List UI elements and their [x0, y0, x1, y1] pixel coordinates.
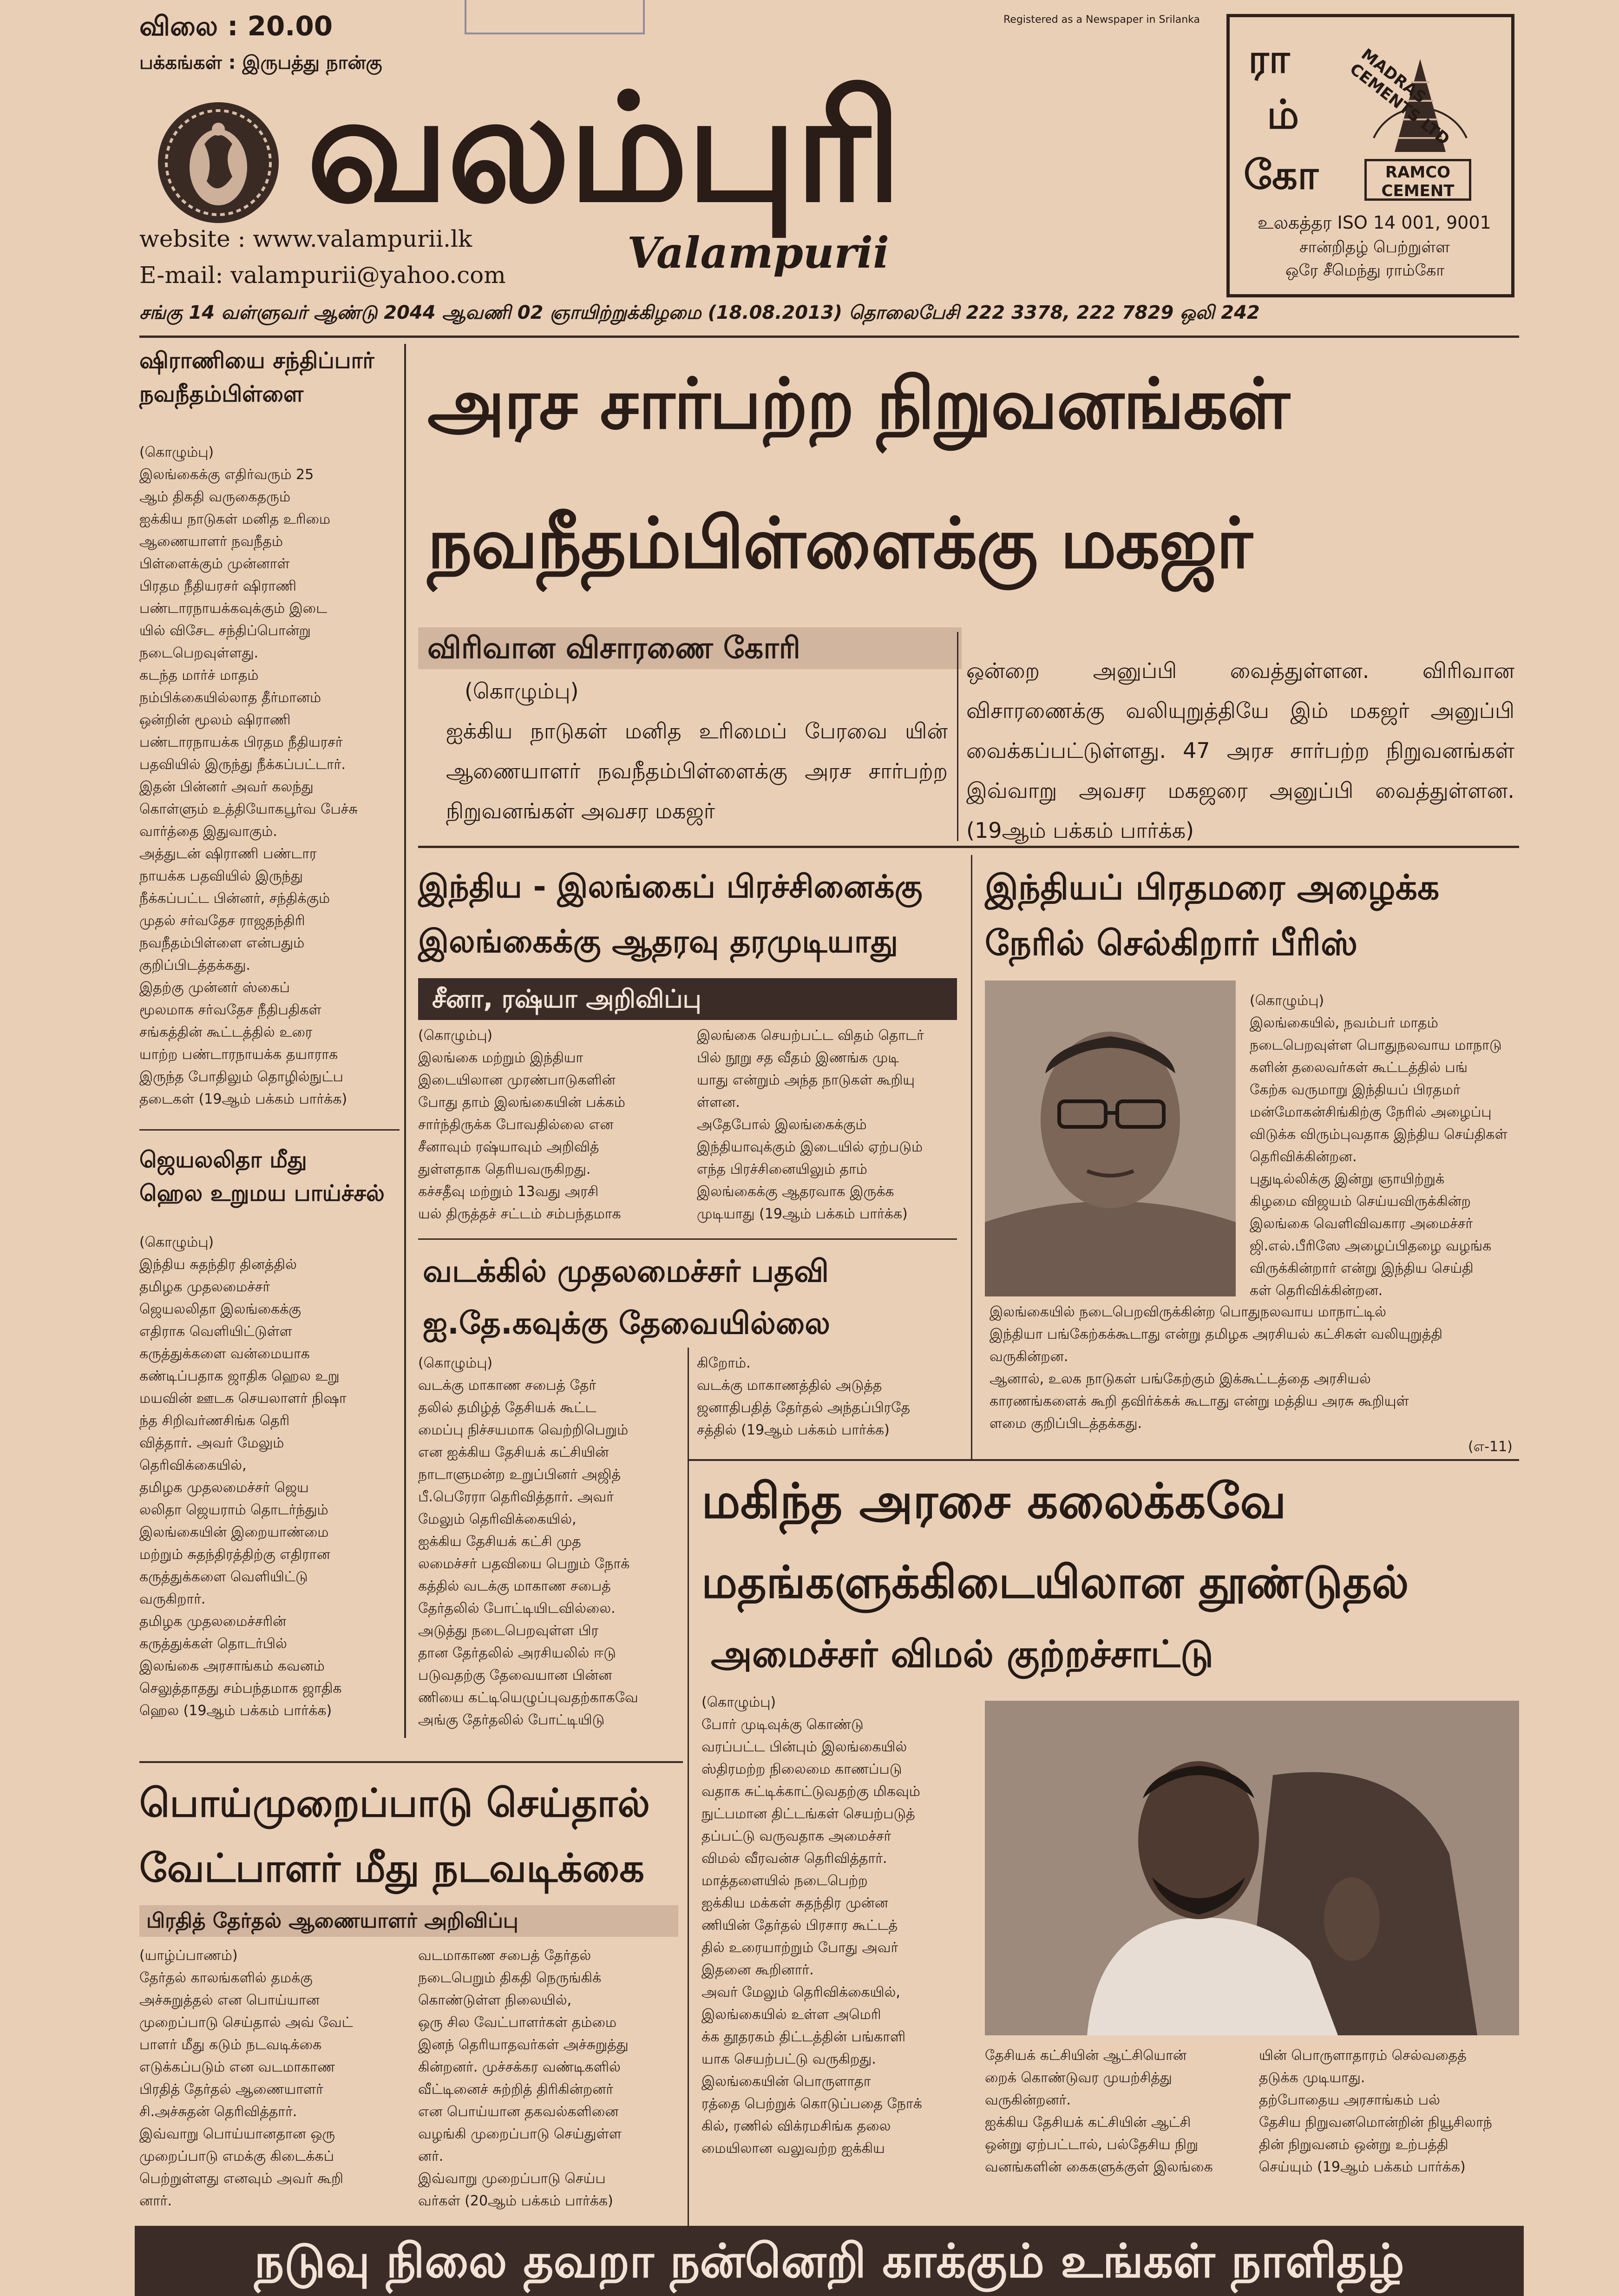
- india-body-a: (கொழும்பு) இலங்கை மற்றும் இந்தியா இடையிலான முரண்பாடுகளின் போது தாம் இலங்கையின் பக்கம் சார்ந்திருக்க போவதில்லை என சீனாவும் ரஷ்யாவும் அறிவித் துள்ளதாக தெரியவருகிறது. கச்சதீவு மற்றும் 13வது அரசி யல் திருத்தச் சட்டம் சம்பந்தமாக: [418, 1027, 625, 1222]
- fraud-kicker: பிரதித் தேர்தல் ஆணையாளர் அறிவிப்பு: [139, 1905, 678, 1937]
- north-top-rule: [418, 1238, 957, 1240]
- story-jayalalithaa-body: (கொழும்பு) இந்திய சுதந்திர தினத்தில் தமிழக முதலமைச்சர் ஜெயலலிதா இலங்கைக்கு எதிராக வெளியிட்டுள்ள கருத்துக்களை வன்மையாக கண்டிப்பதாக ஜாதிக ஹெல உறு மயவின் ஊடக செயலாளர் நிஷா ந்த சிறிவர்ணசிங்க தெரி வித்தார். அவர் மேலும் தெரிவிக்கையில், தமிழக முதலமைச்சர் ஜெய லலிதா ஜெயராம் தொடர்ந்தும் இலங்கையின் இறையாண்மை மற்றும் சுதந்திரத்திற்கு எதிரான கருத்துக்களை வெளியிட்டு வருகிறார். தமிழக முதலமைச்சரின் கருத்துக்கள் தொடர்பில் இலங்கை அரசாங்கம் கவனம் செலுத்தாதது சம்பந்தமாக ஜாதிக ஹெல (19ஆம் பக்கம் பார்க்க): [139, 1234, 347, 1719]
- fraud-body-a: (யாழ்ப்பாணம்) தேர்தல் காலங்களில் தமக்கு அச்சுறுத்தல் என பொய்யான முறைப்பாடு செய்தால் அவ் வேட் பாளர் மீது கடும் நடவடிக்கை எடுக்கப்படும் என வடமாகாண பிரதித் தேர்தல் ஆணையாளர் சி.அச்சுதன் தெரிவித்தார். இவ்வாறு பொய்யானதான ஒரு முறைப்பாடு எமக்கு கிடைக்கப் பெற்றுள்ளது எனவும் அவர் கூறி னார்.: [139, 1947, 353, 2209]
- ad-arc-text: MADRAS CEMENTS LTD: [1346, 45, 1453, 149]
- north-headline[interactable]: வடக்கில் முதலமைச்சர் பதவி ஐ.தே.கவுக்கு தேவையில்லை: [423, 1253, 831, 1341]
- north-body-a: (கொழும்பு) வடக்கு மாகாண சபைத் தேர் தலில் தமிழ்த் தேசியக் கூட்ட மைப்பு நிச்சயமாக வெற்றிபெறும் என ஐக்கிய தேசியக் கட்சியின் நாடாளுமன்ற உறுப்பினர் அஜித் பீ.பெரேரா தெரிவித்தார். அவர் மேலும் தெரிவிக்கையில், ஐக்கிய தேசியக் கட்சி முத லமைச்சர் பதவியை பெறும் நோக் கத்தில் வடக்கு மாகாண சபைத் தேர்தலில் போட்டியிடவில்லை. அடுத்து நடைபெறவுள்ள பிர தான தேர்தலில் அரசியலில் ஈடு படுவதற்கு தேவையான பின்ன ணியை கட்டியெழுப்புவதற்காகவே அங்கு தேர்தலில் போட்டியிடு: [418, 1355, 638, 1728]
- north-split-rule: [688, 1348, 689, 2230]
- mahinda-body-right: யின் பொருளாதாரம் செல்வதைத் தடுக்க முடியாது. தற்போதைய அரசாங்கம் பல் தேசிய நிறுவனமொன்றின் நியூசிலாந் தின் நிறுவனம் ஒன்று உற்பத்தி செய்யும் (19ஆம் பக்கம் பார்க்க): [1259, 2047, 1492, 2175]
- ramco-ad[interactable]: [1226, 14, 1514, 297]
- mahinda-body-left: (கொழும்பு) போர் முடிவுக்கு கொண்டு வரப்பட்ட பின்பும் இலங்கையில் ஸ்திரமற்ற நிலைமை காணப்படு வதாக சுட்டிக்காட்டுவதற்கு மிகவும் நுட்பமான திட்டங்கள் செயற்படுத் தப்பட்டு வருவதாக அமைச்சர் விமல் வீரவன்ச தெரிவித்தார். மாத்தளையில் நடைபெற்ற ஐக்கிய மக்கள் சுதந்திர முன்ன ணியின் தேர்தல் பிரசார கூட்டத் தில் உரையாற்றும் போது அவர் இதனை கூறினார். அவர் மேலும் தெரிவிக்கையில், இலங்கையில் உள்ள அமெரி க்க தூதரகம் திட்டத்தின் பங்காளி யாக செயற்பட்டு வருகிறது. இலங்கையின் பொருளாதா ரத்தை பெற்றுக் கொடுப்பதை நோக் கில், ரணில் விக்ரமசிங்க தலை மையிலான வலுவற்ற ஐக்கிய: [701, 1694, 922, 2157]
- lead-place: (கொழும்பு): [465, 678, 579, 704]
- dateline: சங்கு 14 வள்ளுவர் ஆண்டு 2044 ஆவணி 02 ஞாயிற்றுக்கிழமை (18.08.2013) தொலைபேசி 222 3378, 222 7829 ஒலி 242: [139, 302, 1260, 323]
- peiris-photo: [985, 980, 1236, 1296]
- pm-body-right: (கொழும்பு) இலங்கையில், நவம்பர் மாதம் நடைபெறவுள்ள பொதுநலவாய மாநாடு களின் தலைவர்கள் கூட்டத்தில் பங் கேற்க வருமாறு இந்தியப் பிரதமர் மன்மோகன்சிங்கிற்கு நேரில் அழைப்பு விடுக்க விரும்புவதாக இந்திய செய்திகள் தெரிவிக்கின்றன. புதுடில்லிக்கு இன்று ஞாயிற்றுக் கிழமை விஜயம் செய்யவிருக்கின்ற இலங்கை வெளிவிவகார அமைச்சர் ஜி.எல்.பீரிஸே அழைப்பிதழை வழங்க விருக்கின்றார் என்று இந்திய செய்தி கள் தெரிவிக்கின்றன.: [1250, 993, 1508, 1299]
- lead-subhead: விரிவான விசாரணை கோரி: [418, 627, 962, 669]
- ad-ram: ரா: [1248, 36, 1290, 82]
- mahinda-body-mid: தேசியக் கட்சியின் ஆட்சியொன் றைக் கொண்டுவர முயற்சித்து வருகின்றனர். ஐக்கிய தேசியக் கட்சியின் ஆட்சி ஒன்று ஏற்பட்டால், பல்தேசிய நிறு வனங்களின் கைகளுக்குள் இலங்கை: [985, 2047, 1213, 2175]
- price: விலை : 20.00: [139, 10, 333, 42]
- conch-logo: [153, 98, 283, 228]
- fraud-headline-1[interactable]: பொய்முறைப்பாடு செய்தால்: [139, 1780, 650, 1826]
- masthead-rule: [139, 336, 1519, 338]
- story-jayalalithaa-headline[interactable]: ஜெயலலிதா மீது ஹெல உறுமய பாய்ச்சல்: [139, 1147, 385, 1206]
- website[interactable]: website : www.valampurii.lk: [139, 225, 472, 252]
- stamp: [465, 0, 645, 34]
- ramco-logo: RAMCO CEMENT: [1364, 159, 1471, 201]
- north-body-b: கிறோம். வடக்கு மாகாணத்தில் அடுத்த ஜனாதிபதித் தேர்தல் அந்தப்பிரதே சத்தில் (19ஆம் பக்கம் பார்க்க): [697, 1355, 910, 1438]
- lead-body-right: ஒன்றை அனுப்பி வைத்துள்ளன. விரிவான விசாரணைக்கு வலியுறுத்தியே இம் மகஜர் அனுப்பி வைக்கப்பட்டுள்ளது. 47 அரச சார்பற்ற நிறுவனங்கள் இவ்வாறு அவசர மகஜரை அனுப்பி வைத்துள்ளன. (19ஆம் பக்கம் பார்க்க): [966, 658, 1514, 843]
- left-column-rule: [404, 344, 406, 1738]
- lead-headline-1[interactable]: அரச சார்பற்ற நிறுவனங்கள்: [427, 364, 1289, 445]
- lead-headline-2[interactable]: நவநீதம்பிள்ளைக்கு மகஜர்: [427, 503, 1252, 584]
- masthead-title: வலம்புரி: [307, 62, 900, 235]
- fraud-headline-2[interactable]: வேட்பாளர் மீது நடவடிக்கை: [139, 1845, 645, 1891]
- ad-line2: சான்றிதழ் பெற்றுள்ள: [1299, 238, 1450, 257]
- lead-bottom-rule: [418, 846, 1519, 848]
- ad-iso: உலகத்தர ISO 14 001, 9001: [1258, 212, 1491, 233]
- masthead-title-english: Valampurii: [627, 228, 890, 278]
- india-body-b: இலங்கை செயற்பட்ட விதம் தொடர் பில் நூறு சத வீதம் இணங்க முடி யாது என்றும் அந்த நாடுகள் கூறியு ள்ளன. அதேபோல் இலங்கைக்கும் இந்தியாவுக்கும் இடையில் ஏற்படும் எந்த பிரச்சினையிலும் தாம் இலங்கைக்கு ஆதரவாக இருக்க முடியாது (19ஆம் பக்கம் பார்க்க): [697, 1027, 924, 1222]
- email[interactable]: E-mail: valampurii@yahoo.com: [139, 262, 506, 289]
- ad-line3: ஒரே சீமெந்து ராம்கோ: [1285, 261, 1445, 280]
- ad-m: ம்: [1267, 92, 1299, 138]
- mahinda-subhead: அமைச்சர் விமல் குற்றச்சாட்டு: [711, 1632, 1213, 1676]
- lead-column-rule: [957, 632, 958, 841]
- fraud-body-b: வடமாகாண சபைத் தேர்தல் நடைபெறும் திகதி நெருங்கிக் கொண்டுள்ள நிலையில், ஒரு சில வேட்பாளர்கள் தம்மை இனந் தெரியாதவர்கள் அச்சுறுத்து கின்றனர். முச்சக்கர வண்டிகளில் வீட்டினைச் சுற்றித் திரிகின்றனர் என பொய்யான தகவல்களினை வழங்கி முறைப்பாடு செய்துள்ள னர். இவ்வாறு முறைப்பாடு செய்ப வர்கள் (20ஆம் பக்கம் பார்க்க): [418, 1947, 629, 2209]
- mahinda-headline-2[interactable]: மதங்களுக்கிடையிலான தூண்டுதல்: [701, 1556, 1409, 1608]
- registered-note: Registered as a Newspaper in Srilanka: [1003, 14, 1200, 26]
- mahinda-headline-1[interactable]: மகிந்த அரசை கலைக்கவே: [701, 1473, 1286, 1529]
- fraud-top-rule: [139, 1761, 683, 1763]
- ad-ko: கோ: [1244, 152, 1318, 198]
- india-headline[interactable]: இந்திய - இலங்கைப் பிரச்சினைக்கு இலங்கைக்கு ஆதரவு தரமுடியாது: [418, 868, 923, 960]
- left-rule-1: [139, 1129, 400, 1131]
- pm-body-bottom: இலங்கையில் நடைபெறவிருக்கின்ற பொதுநலவாய மாநாட்டில் இந்தியா பங்கேற்கக்கூடாது என்று தமிழக அரசியல் கட்சிகள் வலியுறுத்தி வருகின்றன. ஆனால், உலக நாடுகள் பங்கேற்கும் இக்கூட்டத்தை அரசியல் காரணங்களைக் கூறி தவிர்க்கக் கூடாது என்று மத்திய அரசு கூறியுள் ளமை குறிப்பிடத்தக்கது.: [990, 1304, 1443, 1432]
- pm-tag: (எ-11): [1468, 1439, 1513, 1455]
- north-mahinda-rule: [688, 1459, 1519, 1461]
- lead-body-left: ஐக்கிய நாடுகள் மனித உரிமைப் பேரவை யின் ஆணையாளர் நவநீதம்பிள்ளைக்கு அரச சார்பற்ற நிறுவனங்கள் அவசர மகஜர்: [446, 718, 948, 823]
- story-shirani-headline[interactable]: ஷிராணியை சந்திப்பார் நவநீதம்பிள்ளை: [139, 348, 374, 407]
- pm-headline[interactable]: இந்தியப் பிரதமரை அழைக்க நேரில் செல்கிறார் பீரிஸ்: [985, 868, 1440, 963]
- footer-slogan: நடுவு நிலை தவறா நன்னெறி காக்கும் உங்கள் நாளிதழ்: [135, 2226, 1524, 2296]
- india-kicker: சீனா, ரஷ்யா அறிவிப்பு: [418, 978, 957, 1020]
- story-shirani-body: (கொழும்பு) இலங்கைக்கு எதிர்வரும் 25 ஆம் திகதி வருகைதரும் ஐக்கிய நாடுகள் மனித உரிமை ஆணையாளர் நவநீதம் பிள்ளைக்கும் முன்னாள் பிரதம நீதியரசர் ஷிராணி பண்டாரநாயக்கவுக்கும் இடை யில் விசேட சந்திப்பொன்று நடைபெறவுள்ளது. கடந்த மார்ச் மாதம் நம்பிக்கையில்லாத தீர்மானம் ஒன்றின் மூலம் ஷிராணி பண்டாரநாயக்க பிரதம நீதியரசர் பதவியில் இருந்து நீக்கப்பட்டார். இதன் பின்னர் அவர் கலந்து கொள்ளும் உத்தியோகபூர்வ பேச்சு வார்த்தை இதுவாகும். அத்துடன் ஷிராணி பண்டார நாயக்க பதவியில் இருந்து நீக்கப்பட்ட பின்னர், சந்திக்கும் முதல் சர்வதேச ராஜதந்திரி நவநீதம்பிள்ளை என்பதும் குறிப்பிடத்தக்கது. இதற்கு முன்னர் ஸ்கைப் மூலமாக சர்வதேச நீதிபதிகள் சங்கத்தின் கூட்டத்தில் உரை யாற்ற பண்டாரநாயக்க தயாராக இருந்த போதிலும் தொழில்நுட்ப தடைகள் (19ஆம் பக்கம் பார்க்க): [139, 444, 358, 1107]
- weerawansa-photo: [985, 1701, 1519, 2035]
- pages-count: பக்கங்கள் : இருபத்து நான்கு: [139, 52, 382, 73]
- india-pm-rule: [971, 855, 972, 1459]
